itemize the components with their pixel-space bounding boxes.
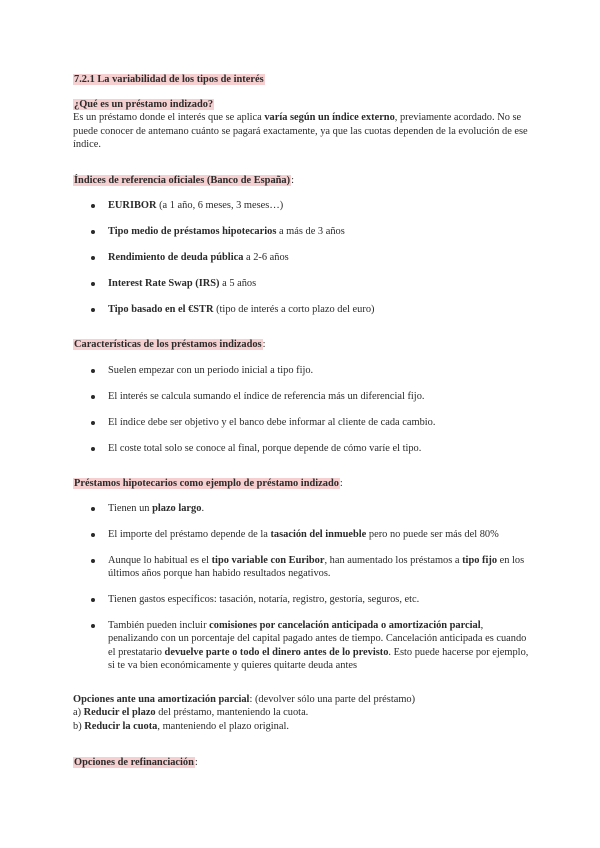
refinanciacion-heading-text: Opciones de refinanciación [74, 757, 194, 768]
caracteristicas-heading-colon: : [262, 339, 266, 350]
hipotecarios-list [73, 502, 533, 672]
refinanciacion-heading-colon: : [194, 757, 198, 768]
indices-heading [73, 174, 533, 187]
indices-heading-text: Índices de referencia oficiales (Banco de España) [74, 175, 291, 186]
opciones-block [73, 693, 533, 733]
list-item: El coste total solo se conoce al final, porque depende de cómo varíe el tipo. [73, 442, 533, 455]
section-title-text: 7.2.1 La variabilidad de los tipos de interés [74, 74, 264, 85]
answer-text-c: , previamente acordado. No se puede conocer de antemano cuánto se pagará exactamente, ya que las cuotas dependen de la evolución de ese índice. [73, 112, 528, 150]
question-heading: ¿Qué es un préstamo indizado? [74, 99, 214, 110]
answer-text-bold: varía según un índice externo [264, 112, 395, 124]
list-item: El índice debe ser objetivo y el banco debe informar al cliente de cada cambio. [73, 416, 533, 429]
opciones-heading: Opciones ante una amortización parcial [73, 694, 250, 705]
indices-list [73, 199, 533, 329]
refinanciacion-heading [73, 756, 533, 769]
opcion-a: a) Reducir el plazo del préstamo, manteniendo la cuota. [73, 707, 309, 719]
caracteristicas-heading [73, 338, 533, 351]
answer-text-a: Es un préstamo donde el interés que se aplica [73, 112, 265, 124]
list-item: Tienen gastos específicos: tasación, notaría, registro, gestoría, seguros, etc. [73, 593, 533, 606]
list-item: También pueden incluir comisiones por cancelación anticipada o amortización parcial, penalizando con un porcentaje del capital pagado antes de tiempo. Cancelación anticipada es cuando el prestatario devuelve parte o todo el dinero antes de lo previsto. Esto puede hacerse por ejemplo, si te va bien económicamente y quieres quitarte deuda antes [73, 619, 533, 672]
caracteristicas-list [73, 364, 533, 468]
question-answer [73, 111, 533, 151]
list-item: Rendimiento de deuda pública a 2-6 años [73, 251, 533, 264]
list-item: Suelen empezar con un periodo inicial a tipo fijo. [73, 364, 533, 377]
list-item: El interés se calcula sumando el índice de referencia más un diferencial fijo. [73, 390, 533, 403]
opciones-heading-rest: : (devolver sólo una parte del préstamo) [249, 694, 416, 705]
list-item: Tipo basado en el €STR (tipo de interés a corto plazo del euro) [73, 303, 533, 316]
hipotecarios-heading-colon: : [339, 478, 343, 489]
list-item: Tipo medio de préstamos hipotecarios a más de 3 años [73, 225, 533, 238]
list-item: EURIBOR (a 1 año, 6 meses, 3 meses…) [73, 199, 533, 212]
indices-heading-colon: : [291, 175, 294, 186]
opcion-b: b) Reducir la cuota, manteniendo el plazo original. [73, 720, 289, 732]
list-item: Interest Rate Swap (IRS) a 5 años [73, 277, 533, 290]
hipotecarios-heading-text: Préstamos hipotecarios como ejemplo de préstamo indizado [74, 478, 339, 489]
list-item: El importe del préstamo depende de la tasación del inmueble pero no puede ser más del 80% [73, 528, 533, 541]
caracteristicas-heading-text: Características de los préstamos indizados [74, 339, 262, 350]
hipotecarios-heading [73, 477, 533, 490]
list-item: Tienen un plazo largo. [73, 502, 533, 515]
question-block [73, 98, 533, 151]
section-title [73, 73, 533, 86]
list-item: Aunque lo habitual es el tipo variable con Euribor, han aumentado los préstamos a tipo fijo en los últimos años porque han habido resultados negativos. [73, 554, 533, 581]
